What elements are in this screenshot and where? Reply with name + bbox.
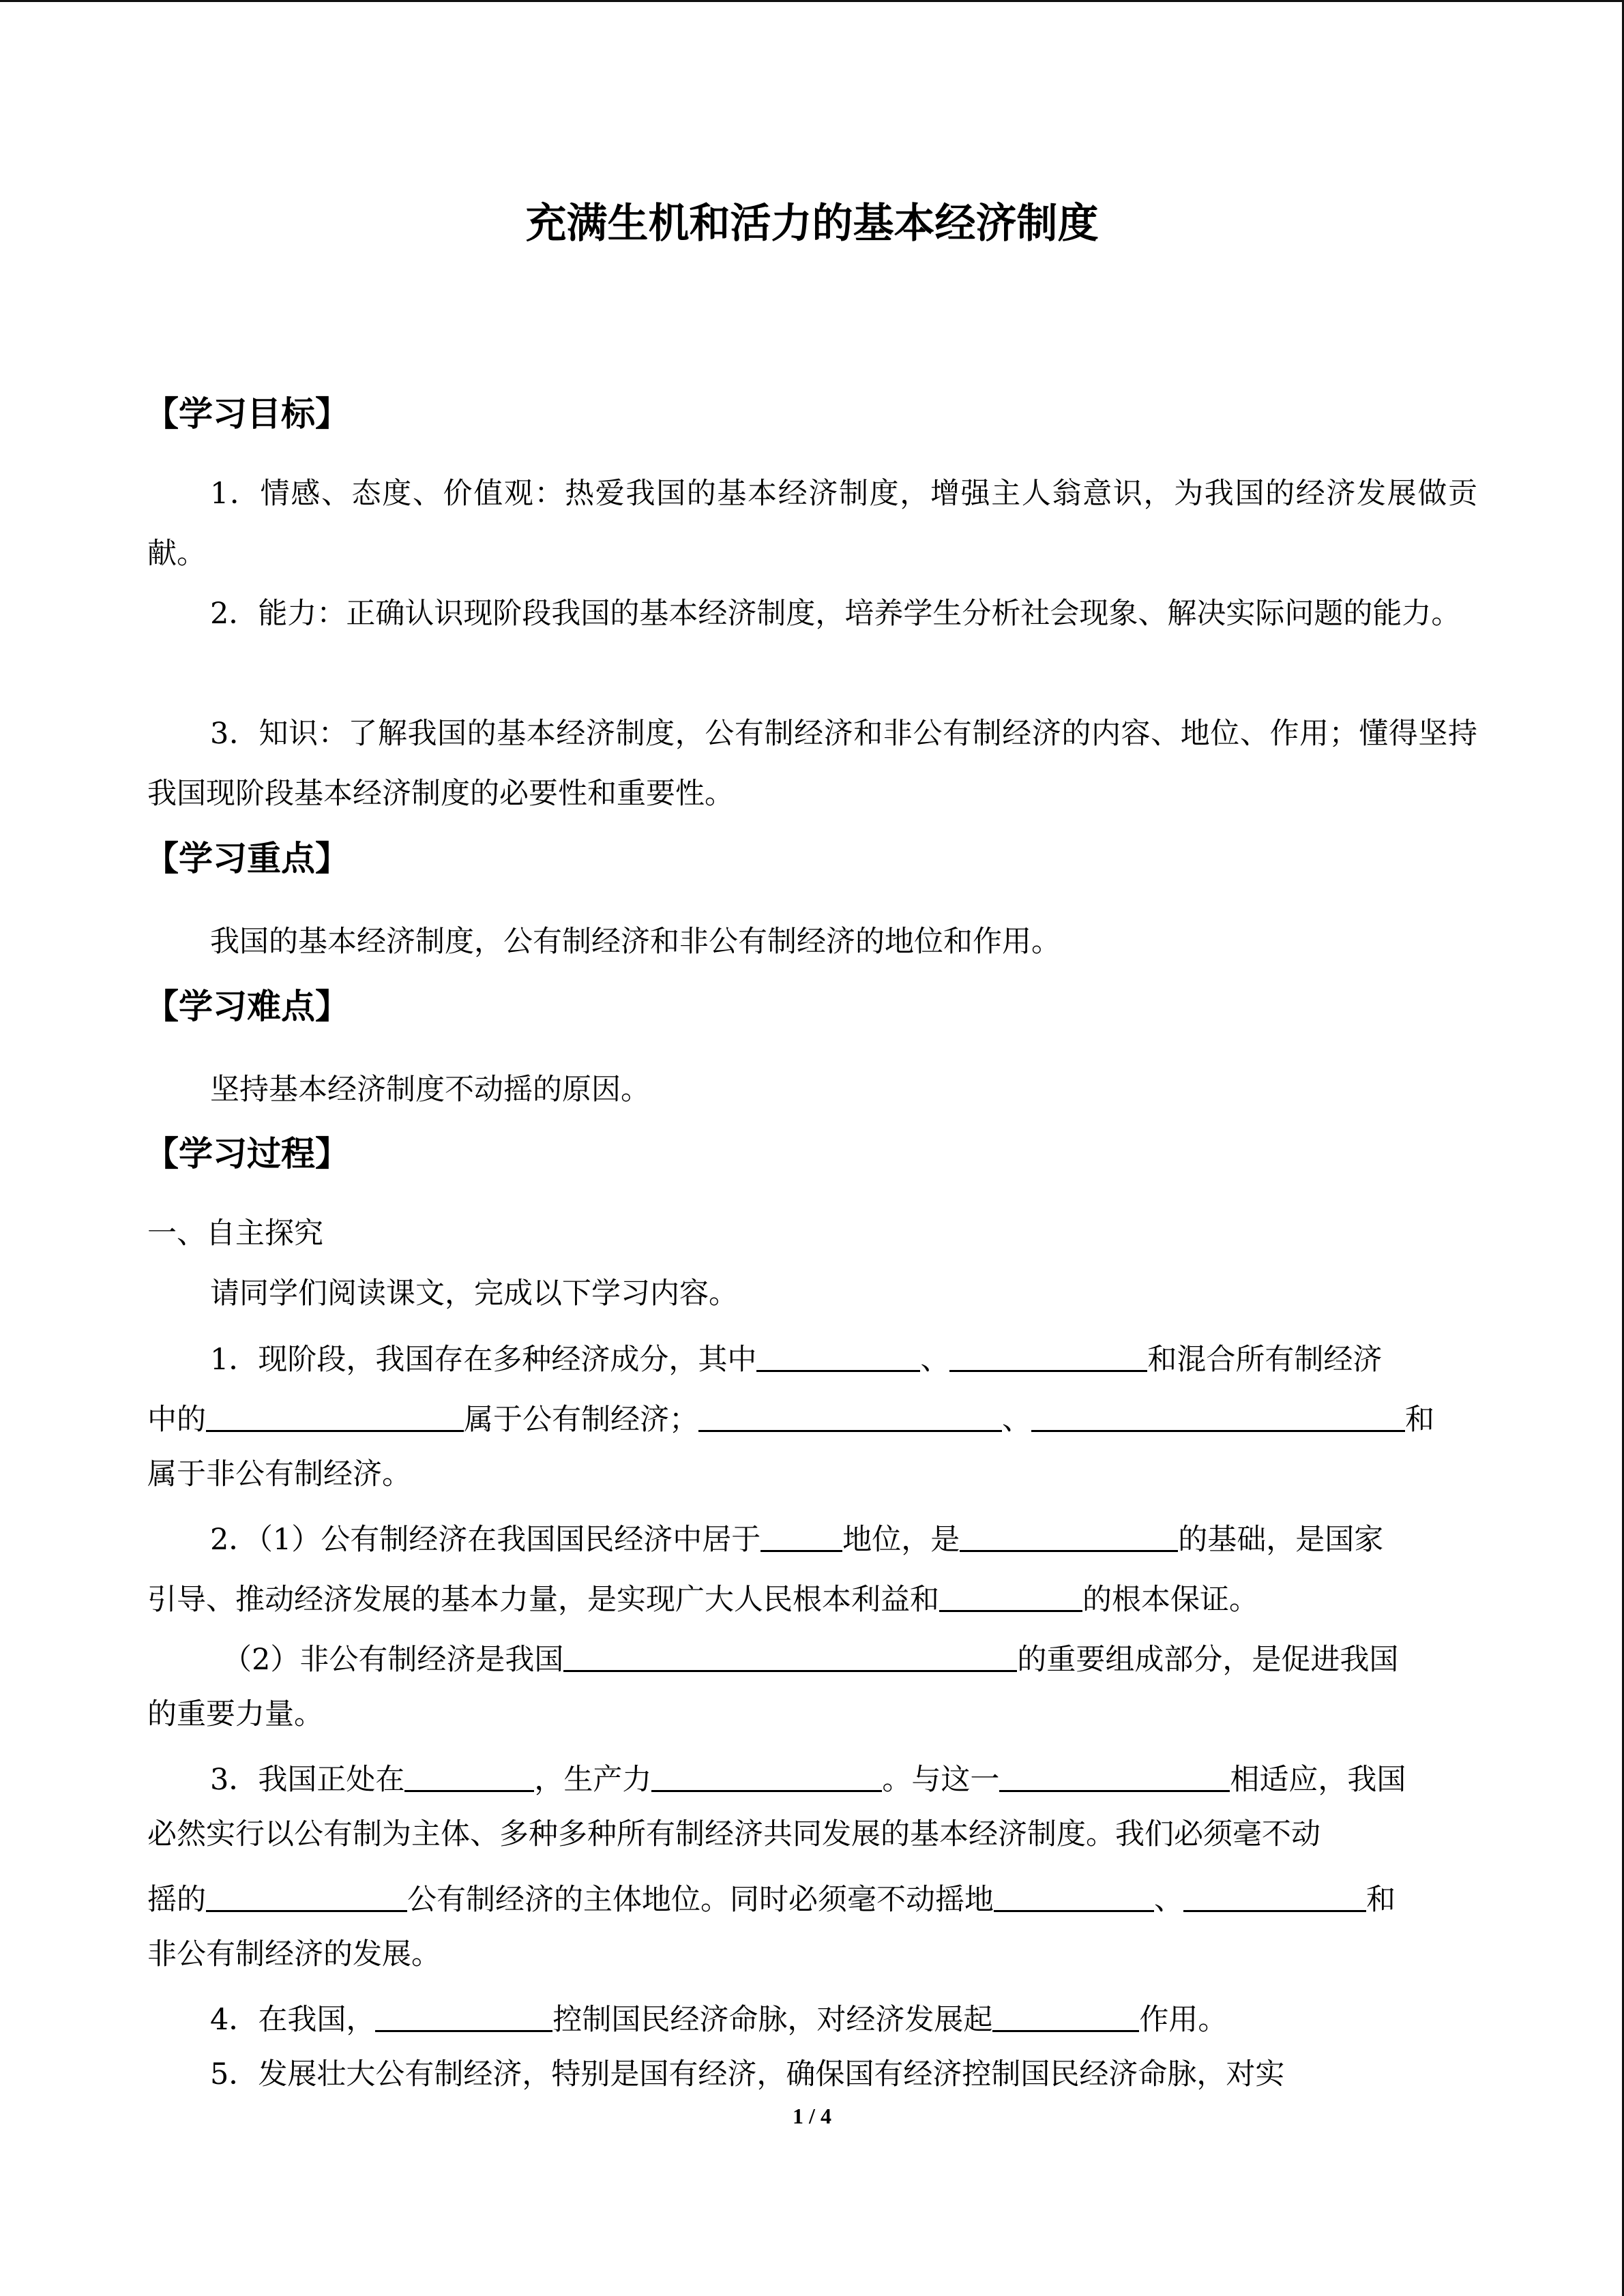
question-2-line-2: 引导、推动经济发展的基本力量，是实现广大人民根本利益和 的根本保证。 bbox=[147, 1580, 1258, 1615]
question-3-line-2: 必然实行以公有制为主体、多种多种所有制经济共同发展的基本经济制度。我们必须毫不动 bbox=[147, 1817, 1320, 1851]
difficulties-text: 坚持基本经济制度不动摇的原因。 bbox=[210, 1073, 650, 1107]
question-1-line-1: 1．现阶段，我国存在多种经济成分，其中 、 和混合所有制经济 bbox=[210, 1340, 1382, 1375]
answer-blank[interactable] bbox=[563, 1640, 1017, 1672]
intro-text: 请同学们阅读课文，完成以下学习内容。 bbox=[210, 1277, 738, 1311]
answer-blank[interactable] bbox=[1031, 1400, 1405, 1432]
top-border bbox=[0, 0, 1624, 2]
answer-blank[interactable] bbox=[949, 1340, 1147, 1372]
question-2-line-3: （2）非公有制经济是我国 的重要组成部分，是促进我国 bbox=[222, 1640, 1398, 1675]
answer-blank[interactable] bbox=[651, 1760, 882, 1792]
key-points-text: 我国的基本经济制度，公有制经济和非公有制经济的地位和作用。 bbox=[210, 925, 1061, 959]
answer-blank[interactable] bbox=[375, 2000, 552, 2032]
question-4-line-1: 4．在我国， 控制国民经济命脉，对经济发展起 作用。 bbox=[210, 2000, 1227, 2035]
answer-blank[interactable] bbox=[698, 1400, 1002, 1432]
answer-blank[interactable] bbox=[992, 2000, 1139, 2032]
answer-blank[interactable] bbox=[1183, 1880, 1366, 1912]
section-heading-process: 【学习过程】 bbox=[145, 1134, 349, 1174]
question-1-line-2: 中的 属于公有制经济； 、 和 bbox=[147, 1400, 1434, 1435]
goal-item bbox=[147, 584, 1477, 644]
answer-blank[interactable] bbox=[756, 1340, 920, 1372]
answer-blank[interactable] bbox=[761, 1520, 842, 1552]
answer-blank[interactable] bbox=[999, 1760, 1230, 1792]
answer-blank[interactable] bbox=[960, 1520, 1178, 1552]
goal-text: 2．能力：正确认识现阶段我国的基本经济制度，培养学生分析社会现象、解决实际问题的能力。 bbox=[210, 597, 1461, 631]
question-1-line-3: 属于非公有制经济。 bbox=[147, 1457, 411, 1491]
question-2-line-1: 2．（1）公有制经济在我国国民经济中居于 地位，是 的基础，是国家 bbox=[210, 1520, 1383, 1555]
section-heading-goals: 【学习目标】 bbox=[145, 394, 349, 434]
answer-blank[interactable] bbox=[206, 1880, 407, 1912]
answer-blank[interactable] bbox=[206, 1400, 464, 1432]
part1-heading: 一、自主探究 bbox=[147, 1217, 323, 1251]
question-2-line-4: 的重要力量。 bbox=[147, 1697, 323, 1731]
goal-item bbox=[147, 704, 1477, 824]
answer-blank[interactable] bbox=[404, 1760, 534, 1792]
goal-text: 1．情感、态度、价值观：热爱我国的基本经济制度，增强主人翁意识，为我国的经济发展做贡献。 bbox=[147, 477, 1477, 571]
goal-text: 3．知识：了解我国的基本经济制度，公有制经济和非公有制经济的内容、地位、作用；懂得坚持我国现阶段基本经济制度的必要性和重要性。 bbox=[147, 717, 1477, 811]
question-3-line-4: 非公有制经济的发展。 bbox=[147, 1937, 441, 1971]
answer-blank[interactable] bbox=[939, 1580, 1082, 1612]
page-title: 充满生机和活力的基本经济制度 bbox=[525, 200, 1099, 248]
question-3-line-3: 摇的 公有制经济的主体地位。同时必须毫不动摇地 、 和 bbox=[147, 1880, 1396, 1915]
question-5-line-1: 5．发展壮大公有制经济，特别是国有经济，确保国有经济控制国民经济命脉，对实 bbox=[210, 2057, 1285, 2091]
goal-item bbox=[147, 464, 1477, 584]
section-heading-difficulties: 【学习难点】 bbox=[145, 987, 349, 1026]
answer-blank[interactable] bbox=[994, 1880, 1154, 1912]
section-heading-key-points: 【学习重点】 bbox=[145, 839, 349, 878]
page-number: 1 / 4 bbox=[793, 2104, 831, 2128]
question-3-line-1: 3．我国正处在 ，生产力 。与这一 相适应，我国 bbox=[210, 1760, 1406, 1795]
